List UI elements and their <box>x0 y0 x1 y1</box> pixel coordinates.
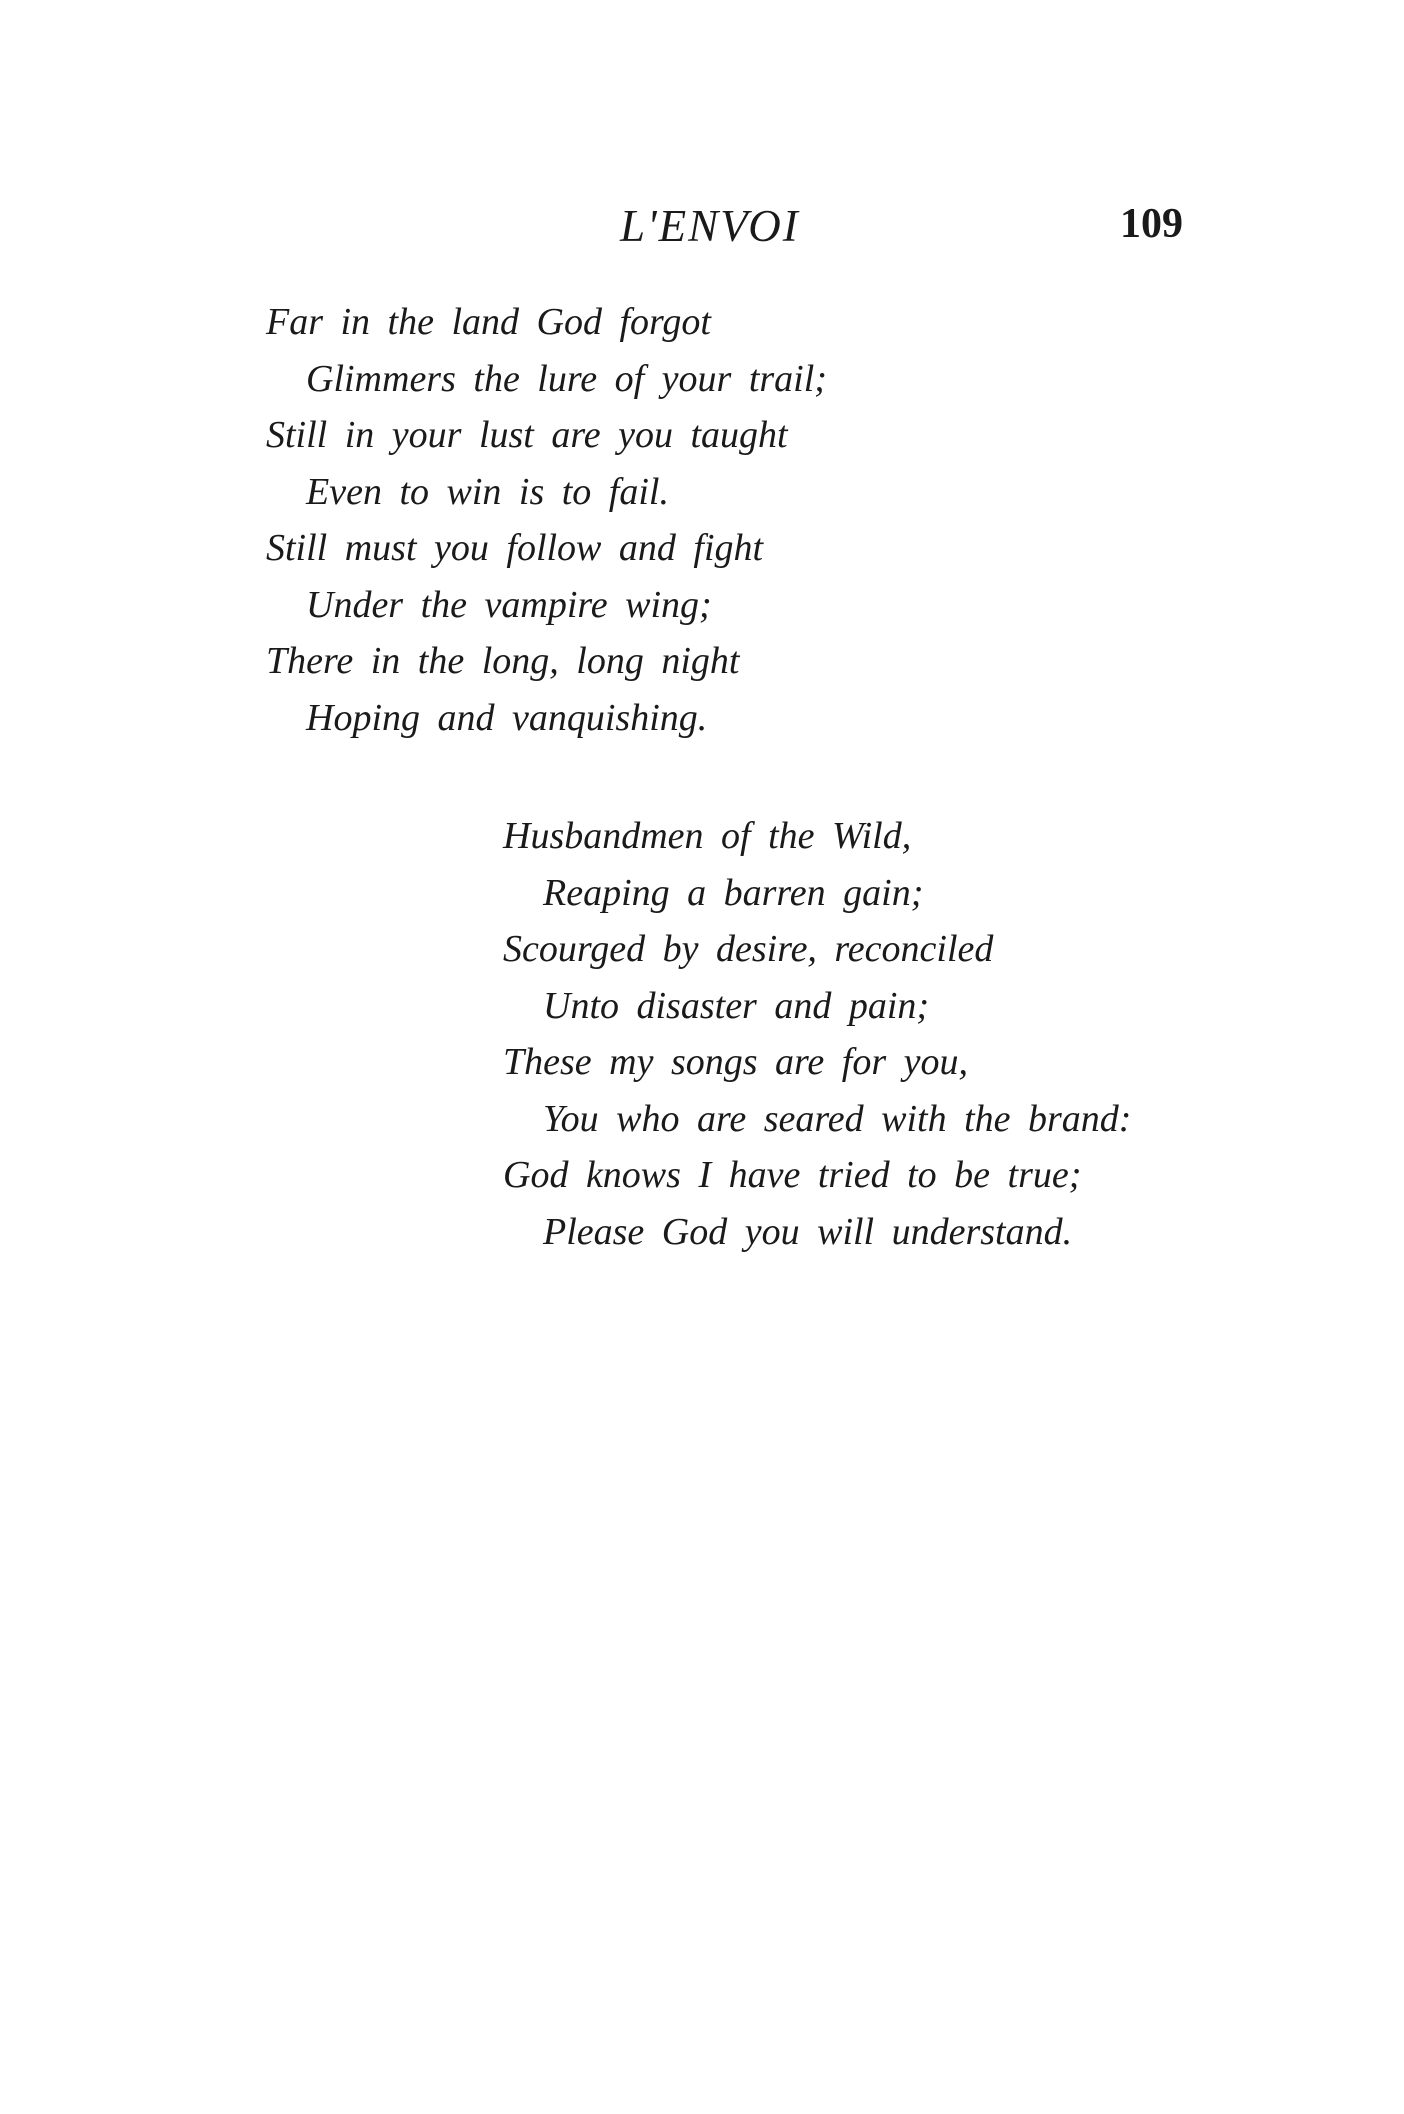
poem-line: Hoping and vanquishing. <box>306 696 708 739</box>
poem-line: Scourged by desire, reconciled <box>503 928 994 970</box>
poem-line: God knows I have tried to be true; <box>503 1154 1082 1196</box>
page-number: 109 <box>1120 201 1183 247</box>
stanza-2 <box>503 808 1131 1260</box>
stanza-1 <box>266 294 827 746</box>
poem-line: You who are seared with the brand: <box>543 1097 1132 1140</box>
poem-line: Still in your lust are you taught <box>266 414 788 456</box>
poem-line: Reaping a barren gain; <box>543 871 924 914</box>
poem-line: Glimmers the lure of your trail; <box>306 357 827 400</box>
poem-line: These my songs are for you, <box>503 1041 968 1083</box>
poem-line: Even to win is to fail. <box>306 470 669 513</box>
poem-line: Under the vampire wing; <box>306 583 712 626</box>
running-head <box>0 200 1404 260</box>
poem-line: Far in the land God forgot <box>266 301 711 343</box>
page-title: L'ENVOI <box>620 201 800 251</box>
poem-line: Unto disaster and pain; <box>543 984 930 1027</box>
poem-line: Please God you will understand. <box>543 1210 1073 1253</box>
poem-line: There in the long, long night <box>266 640 740 682</box>
poem-line: Still must you follow and fight <box>266 527 764 569</box>
poem-line: Husbandmen of the Wild, <box>503 815 912 857</box>
